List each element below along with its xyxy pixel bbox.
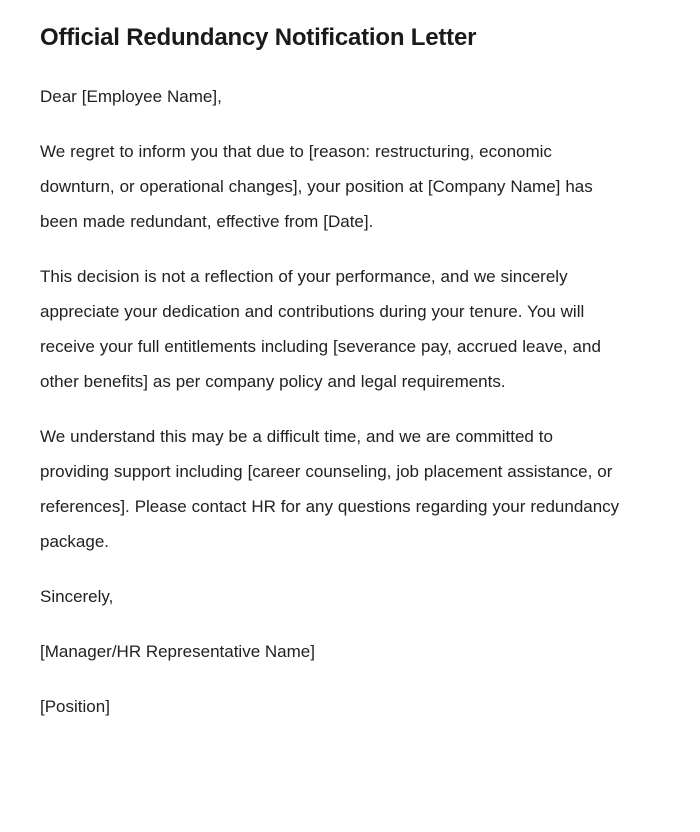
page-title: Official Redundancy Notification Letter	[40, 24, 477, 51]
signatory-position: [Position]	[40, 696, 110, 716]
valediction: Sincerely,	[40, 586, 114, 606]
body-paragraph-2: This decision is not a reflection of your performance, and we sincerely appreciate your dedication and contributions during your tenure. You will receive your full entitlements including [severance pay, accrued leave, and other benefits] as per company policy and legal requirements.	[40, 266, 601, 391]
salutation-line: Dear [Employee Name],	[40, 86, 222, 106]
signatory-name: [Manager/HR Representative Name]	[40, 641, 315, 661]
body-paragraph-3: We understand this may be a difficult time, and we are committed to providing support including [career counseling, job placement assistance, or references]. Please contact HR for any questions regarding your redundancy package.	[40, 426, 620, 551]
letter-body	[40, 79, 625, 724]
body-paragraph-1: We regret to inform you that due to [reason: restructuring, economic downturn, or operational changes], your position at [Company Name] has been made redundant, effective from [Date].	[40, 141, 593, 231]
